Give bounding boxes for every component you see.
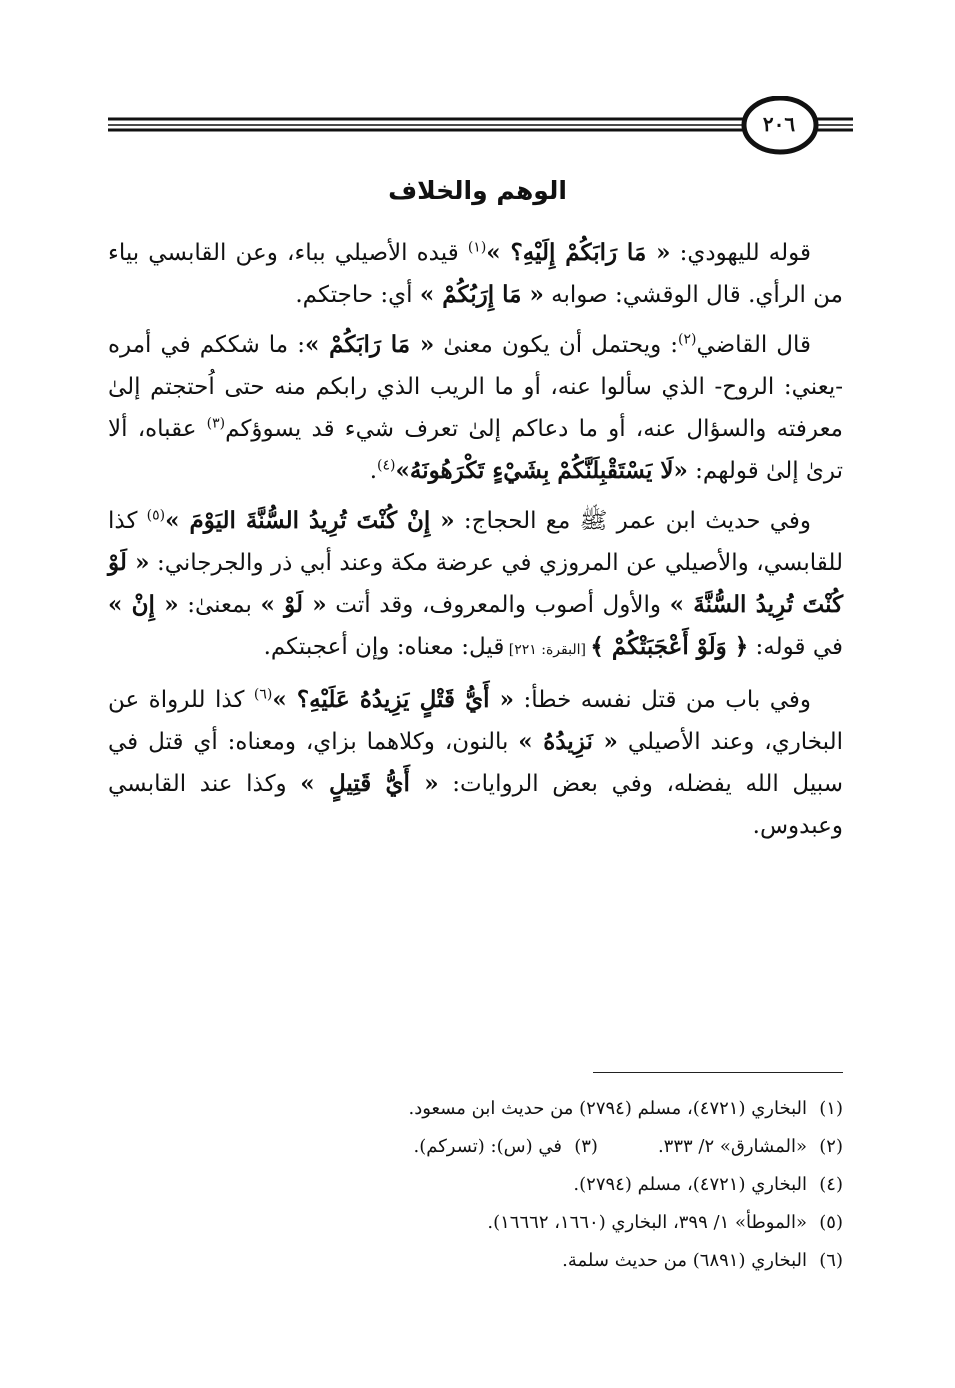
word-quote: « أَيُّ قَتِيلٍ » xyxy=(300,770,439,797)
text-run: وكذا عند القابسي وعبدوس. xyxy=(108,771,843,839)
footnote-text: في (س): (تسركم). xyxy=(413,1136,562,1157)
word-quote: « لَوْ » xyxy=(260,591,327,618)
text-run: وفي حديث ابن عمر ﷺ مع الحجاج: xyxy=(454,508,811,534)
quran-verse: ﴿ وَلَوْ أَعْجَبَتْكُمْ ﴾ xyxy=(590,633,749,660)
footnotes xyxy=(108,1090,843,1280)
hadith-quote: « أَيُّ قَتْلٍ يَزِيدُهُ عَلَيْهِ؟ » xyxy=(272,686,515,713)
text-run: كذا للقابسي، والأصيلي عن المروزي في عرضة مكة وعند أبي ذر والجرجاني: xyxy=(108,508,843,576)
footnote-text: «الموطأ» ١/ ٣٩٩، البخاري (١٦٦٠، ١٦٦٦٢). xyxy=(487,1212,807,1233)
text-run: كذا للرواة عن البخاري، وعند الأصيلي xyxy=(108,687,843,755)
text-run: قيده الأصيلي بباء، وعن القابسي بياء من الرأي. قال الوقشي: صوابه xyxy=(108,240,843,308)
word-quote: « نَزِيدُهُ » xyxy=(518,728,618,755)
paragraph-2 xyxy=(108,324,843,492)
footnote-ref-1: (١) xyxy=(467,239,487,256)
hadith-quote: « إِنْ كُنْتَ تُرِيدُ السُّنَّةَ اليَوْمَ » xyxy=(165,507,455,534)
hadith-quote: « مَا إِرَبُكُمْ » xyxy=(419,281,544,308)
footnote-number: (٤) xyxy=(819,1174,843,1195)
footnote-text: البخاري (٦٨٩١) من حديث سلمة. xyxy=(562,1250,807,1271)
footnote-text: «المشارق» ٢/ ٣٣٣. xyxy=(657,1136,807,1157)
footnote xyxy=(108,1090,843,1128)
chapter-title: الوهم والخلاف xyxy=(388,176,567,205)
paragraph-4 xyxy=(108,679,843,847)
footnote xyxy=(108,1204,843,1242)
text-run: . xyxy=(369,458,378,484)
text-run: أي: حاجتكم. xyxy=(295,282,420,308)
page-header xyxy=(108,96,853,158)
footnote xyxy=(108,1242,843,1280)
word-quote: « إِنْ » xyxy=(108,591,179,618)
footnote-ref-4: (٤) xyxy=(377,457,396,474)
footnote-number: (٥) xyxy=(819,1212,843,1233)
hadith-quote: «لَا يَسْتَقْبِلَنَّكُمْ بِشَيْءٍ تَكْرَهُونَهُ» xyxy=(395,457,688,484)
header-ornament xyxy=(108,96,853,158)
text-run: في قوله: xyxy=(748,634,843,660)
text-run: بمعنىٰ: xyxy=(178,592,261,618)
text-run: قوله لليهودي: xyxy=(670,240,811,266)
text-run: : ويحتمل أن يكون معنىٰ xyxy=(434,332,679,358)
text-run: وفي باب من قتل نفسه خطأ: xyxy=(514,687,812,713)
footnote-ref-6: (٦) xyxy=(253,686,273,703)
footnote xyxy=(108,1166,843,1204)
text-run: والأول أصوب والمعروف، وقد أتت xyxy=(326,592,670,618)
footnote-text: البخاري (٤٧٢١)، مسلم (٢٧٩٤) من حديث ابن مسعود. xyxy=(408,1098,807,1119)
footnote-number: (١) xyxy=(819,1098,843,1119)
hadith-quote: « مَا رَابَكُمْ » xyxy=(304,331,435,358)
main-text xyxy=(108,232,843,855)
footnote-ref-2: (٢) xyxy=(678,331,697,348)
text-run: عقباه، ألا ترىٰ إلىٰ قولهم: xyxy=(108,416,843,484)
footnote-ref-3: (٣) xyxy=(206,415,226,432)
text-run: بالنون، وكلاهما بزاي، ومعناه: أي قتل في سبيل الله يفضله، وفي بعض الروايات: xyxy=(108,729,843,797)
footnote-number: (٣) xyxy=(574,1136,598,1157)
paragraph-1 xyxy=(108,232,843,316)
footnote-number: (٢) xyxy=(819,1136,843,1157)
hadith-quote: « مَا رَابَكُمْ إِلَيْهِ؟ » xyxy=(486,239,671,266)
footnote-number: (٦) xyxy=(819,1250,843,1271)
text-run: قال القاضي xyxy=(696,332,812,358)
footnote-ref-5: (٥) xyxy=(146,507,166,524)
text-run: : ما شككم في أمره -يعني: الروح- الذي سألوا عنه، أو ما الريب الذي رابكم منه حتى اُحتجتم إلىٰ معرفته والسؤال عنه، أو ما دعاكم إلىٰ تعرف شيء قد يسوؤكم xyxy=(108,332,843,442)
text-run: قيل: معناه: وإن أعجبتكم. xyxy=(263,634,505,660)
paragraph-3 xyxy=(108,500,843,671)
page-number: ٢٠٦ xyxy=(762,112,796,136)
footnote xyxy=(108,1128,843,1166)
verse-reference: [البقرة: ٢٢١] xyxy=(504,642,591,658)
hadith-quote: « لَوْ كُنْتَ تُرِيدُ السُّنَّةَ » xyxy=(108,549,844,618)
footnote-text: البخاري (٤٧٢١)، مسلم (٢٧٩٤). xyxy=(573,1174,807,1195)
footnote-separator xyxy=(593,1072,843,1073)
